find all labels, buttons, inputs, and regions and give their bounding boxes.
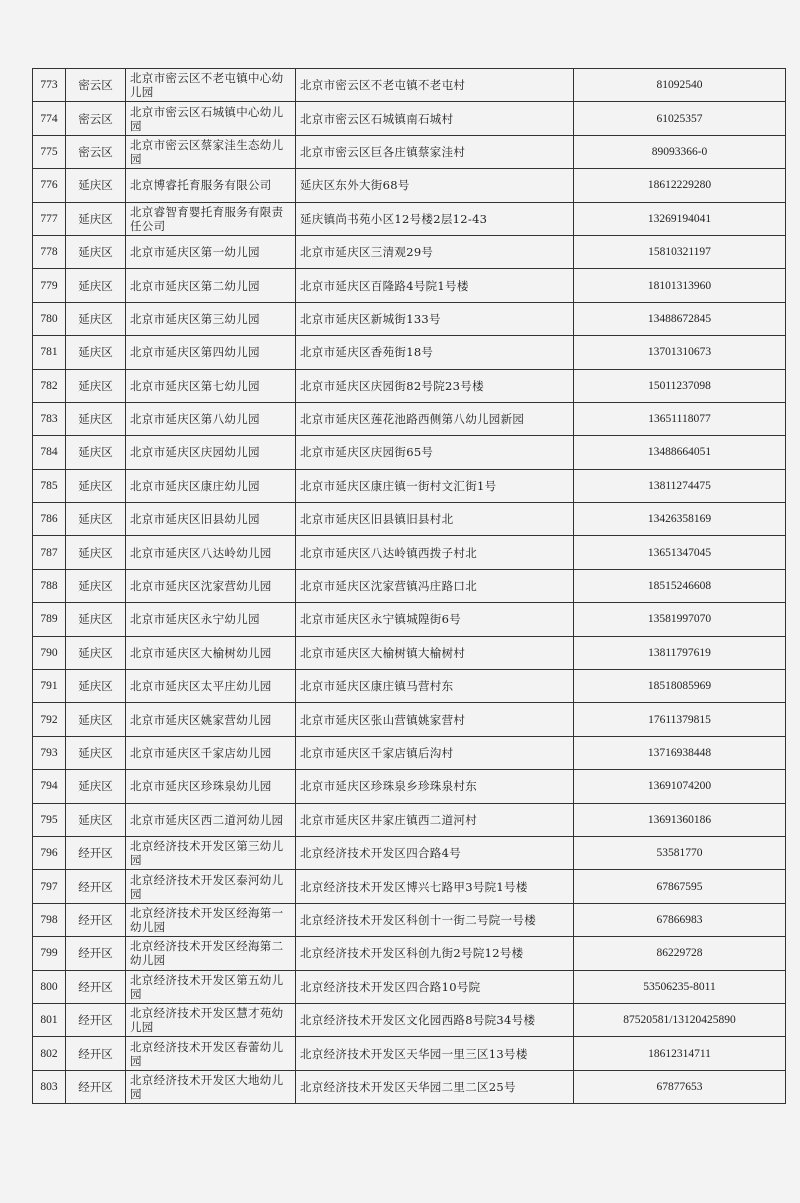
row-kindergarten-name <box>126 903 296 936</box>
row-address-text: 北京市延庆区康庄镇马营村东 <box>300 679 454 694</box>
row-phone: 13488672845 <box>574 302 786 335</box>
row-district: 延庆区 <box>66 703 126 736</box>
row-address-text: 北京市延庆区大榆树镇大榆树村 <box>300 645 466 660</box>
row-district: 经开区 <box>66 903 126 936</box>
row-kindergarten-name-text: 北京市延庆区珍珠泉幼儿园 <box>130 779 272 794</box>
row-district: 延庆区 <box>66 235 126 268</box>
row-address-text: 延庆镇尚书苑小区12号楼2层12-43 <box>300 211 488 226</box>
row-kindergarten-name <box>126 670 296 703</box>
row-kindergarten-name-text: 北京市延庆区西二道河幼儿园 <box>130 812 284 827</box>
row-phone: 61025357 <box>574 102 786 135</box>
row-phone: 15810321197 <box>574 235 786 268</box>
row-number: 774 <box>33 102 66 135</box>
row-address <box>296 836 574 869</box>
row-address <box>296 970 574 1003</box>
row-address <box>296 803 574 836</box>
row-phone: 18518085969 <box>574 670 786 703</box>
table-row <box>33 569 786 602</box>
row-kindergarten-name <box>126 569 296 602</box>
row-kindergarten-name-text: 北京市延庆区沈家营幼儿园 <box>130 579 272 594</box>
row-address-text: 北京市密云区不老屯镇不老屯村 <box>300 78 466 93</box>
table-body <box>33 69 786 1104</box>
row-address-text: 北京市延庆区新城街133号 <box>300 311 441 326</box>
table-row <box>33 302 786 335</box>
table-row <box>33 436 786 469</box>
row-district: 密云区 <box>66 69 126 102</box>
row-kindergarten-name <box>126 1070 296 1103</box>
row-phone: 13716938448 <box>574 736 786 769</box>
row-address <box>296 436 574 469</box>
row-kindergarten-name <box>126 369 296 402</box>
row-kindergarten-name <box>126 703 296 736</box>
row-address <box>296 1037 574 1070</box>
row-address-text: 北京市延庆区庆园街82号院23号楼 <box>300 378 484 393</box>
row-address-text: 北京经济技术开发区天华园二里二区25号 <box>300 1079 516 1094</box>
row-district: 经开区 <box>66 870 126 903</box>
row-address <box>296 636 574 669</box>
row-address <box>296 603 574 636</box>
row-address <box>296 135 574 168</box>
row-number: 802 <box>33 1037 66 1070</box>
row-district: 延庆区 <box>66 536 126 569</box>
row-district: 经开区 <box>66 1003 126 1036</box>
row-kindergarten-name <box>126 135 296 168</box>
row-kindergarten-name <box>126 836 296 869</box>
row-phone: 13269194041 <box>574 202 786 235</box>
row-number: 783 <box>33 402 66 435</box>
row-address-text: 北京市延庆区三清观29号 <box>300 245 434 260</box>
row-kindergarten-name <box>126 302 296 335</box>
row-number: 795 <box>33 803 66 836</box>
table-row <box>33 670 786 703</box>
row-number: 796 <box>33 836 66 869</box>
row-number: 782 <box>33 369 66 402</box>
table-row <box>33 770 786 803</box>
table-row <box>33 1070 786 1103</box>
row-address <box>296 937 574 970</box>
row-district: 延庆区 <box>66 302 126 335</box>
row-address <box>296 870 574 903</box>
row-number: 800 <box>33 970 66 1003</box>
table-row <box>33 69 786 102</box>
row-kindergarten-name-text: 北京市延庆区旧县幼儿园 <box>130 512 260 527</box>
row-number: 777 <box>33 202 66 235</box>
row-kindergarten-name-text: 北京市延庆区第二幼儿园 <box>130 278 260 293</box>
row-address-text: 北京市密云区巨各庄镇蔡家洼村 <box>300 144 466 159</box>
row-address <box>296 670 574 703</box>
row-number: 791 <box>33 670 66 703</box>
row-district: 延庆区 <box>66 569 126 602</box>
row-phone: 13811274475 <box>574 469 786 502</box>
table-row <box>33 870 786 903</box>
table-row <box>33 402 786 435</box>
table-row <box>33 235 786 268</box>
row-phone: 13488664051 <box>574 436 786 469</box>
row-phone: 18515246608 <box>574 569 786 602</box>
row-address-text: 北京市延庆区香苑街18号 <box>300 345 434 360</box>
row-address <box>296 336 574 369</box>
row-district: 延庆区 <box>66 202 126 235</box>
row-kindergarten-name <box>126 503 296 536</box>
row-phone: 17611379815 <box>574 703 786 736</box>
row-kindergarten-name <box>126 1003 296 1036</box>
row-address-text: 北京市延庆区百隆路4号院1号楼 <box>300 278 469 293</box>
row-number: 790 <box>33 636 66 669</box>
table-row <box>33 636 786 669</box>
row-district: 经开区 <box>66 1037 126 1070</box>
row-address-text: 北京经济技术开发区科创九街2号院12号楼 <box>300 946 524 961</box>
table-row <box>33 803 786 836</box>
row-district: 经开区 <box>66 836 126 869</box>
row-number: 780 <box>33 302 66 335</box>
row-kindergarten-name <box>126 336 296 369</box>
row-address-text: 北京市延庆区千家店镇后沟村 <box>300 746 454 760</box>
table-row <box>33 937 786 970</box>
row-phone: 18612314711 <box>574 1037 786 1070</box>
row-kindergarten-name-text: 北京市延庆区太平庄幼儿园 <box>130 679 272 694</box>
row-kindergarten-name <box>126 536 296 569</box>
row-district: 经开区 <box>66 1070 126 1103</box>
table-row <box>33 1037 786 1070</box>
table-row <box>33 970 786 1003</box>
row-kindergarten-name <box>126 69 296 102</box>
row-number: 799 <box>33 937 66 970</box>
row-phone: 13691074200 <box>574 770 786 803</box>
row-district: 延庆区 <box>66 636 126 669</box>
row-address-text: 北京经济技术开发区四合路4号 <box>300 846 462 861</box>
row-district: 延庆区 <box>66 736 126 769</box>
row-kindergarten-name <box>126 235 296 268</box>
row-address-text: 北京市延庆区庆园街65号 <box>300 445 434 460</box>
row-kindergarten-name <box>126 269 296 302</box>
row-kindergarten-name-text: 北京市密云区不老屯镇中心幼儿园 <box>130 71 284 100</box>
row-address-text: 北京经济技术开发区博兴七路甲3号院1号楼 <box>300 879 528 894</box>
row-number: 781 <box>33 336 66 369</box>
row-address-text: 北京市延庆区张山营镇姚家营村 <box>300 712 466 727</box>
row-kindergarten-name <box>126 202 296 235</box>
row-phone: 67867595 <box>574 870 786 903</box>
row-address-text: 北京市延庆区莲花池路西侧第八幼儿园新园 <box>300 412 525 427</box>
row-kindergarten-name <box>126 870 296 903</box>
row-address-text: 北京经济技术开发区四合路10号院 <box>300 979 481 994</box>
row-district: 延庆区 <box>66 436 126 469</box>
row-number: 789 <box>33 603 66 636</box>
row-phone: 67877653 <box>574 1070 786 1103</box>
row-kindergarten-name-text: 北京市延庆区第四幼儿园 <box>130 345 260 360</box>
table-row <box>33 736 786 769</box>
row-phone: 13691360186 <box>574 803 786 836</box>
row-district: 延庆区 <box>66 670 126 703</box>
row-phone: 86229728 <box>574 937 786 970</box>
row-address <box>296 369 574 402</box>
row-kindergarten-name-text: 北京市延庆区第七幼儿园 <box>130 378 260 393</box>
row-kindergarten-name <box>126 436 296 469</box>
row-phone: 13811797619 <box>574 636 786 669</box>
row-kindergarten-name-text: 北京经济技术开发区经海第二幼儿园 <box>130 939 284 968</box>
table-row <box>33 536 786 569</box>
row-address <box>296 235 574 268</box>
row-phone: 67866983 <box>574 903 786 936</box>
row-phone: 18612229280 <box>574 169 786 202</box>
row-kindergarten-name <box>126 402 296 435</box>
row-kindergarten-name-text: 北京经济技术开发区第五幼儿园 <box>130 972 284 1001</box>
row-phone: 13651118077 <box>574 402 786 435</box>
table-row <box>33 903 786 936</box>
row-kindergarten-name-text: 北京市延庆区庆园幼儿园 <box>130 445 260 460</box>
row-address <box>296 503 574 536</box>
row-kindergarten-name <box>126 1037 296 1070</box>
row-number: 776 <box>33 169 66 202</box>
row-kindergarten-name-text: 北京市延庆区姚家营幼儿园 <box>130 712 272 727</box>
row-address <box>296 536 574 569</box>
table-row <box>33 603 786 636</box>
table-row <box>33 102 786 135</box>
row-kindergarten-name-text: 北京经济技术开发区经海第一幼儿园 <box>130 905 284 934</box>
row-address <box>296 770 574 803</box>
row-kindergarten-name-text: 北京经济技术开发区春蕾幼儿园 <box>130 1039 284 1068</box>
row-number: 797 <box>33 870 66 903</box>
row-phone: 15011237098 <box>574 369 786 402</box>
row-kindergarten-name-text: 北京市延庆区永宁幼儿园 <box>130 612 260 627</box>
table-row <box>33 503 786 536</box>
row-kindergarten-name-text: 北京市延庆区八达岭幼儿园 <box>130 545 272 560</box>
table-row <box>33 1003 786 1036</box>
row-kindergarten-name-text: 北京市延庆区千家店幼儿园 <box>130 746 272 760</box>
row-district: 密云区 <box>66 135 126 168</box>
row-address-text: 北京市延庆区八达岭镇西拨子村北 <box>300 545 477 560</box>
row-phone: 87520581/13120425890 <box>574 1003 786 1036</box>
row-district: 经开区 <box>66 970 126 1003</box>
row-district: 延庆区 <box>66 336 126 369</box>
row-district: 延庆区 <box>66 369 126 402</box>
row-kindergarten-name-text: 北京市密云区石城镇中心幼儿园 <box>130 104 284 133</box>
row-address-text: 北京市延庆区沈家营镇冯庄路口北 <box>300 579 477 594</box>
row-kindergarten-name-text: 北京市延庆区第八幼儿园 <box>130 412 260 427</box>
row-number: 803 <box>33 1070 66 1103</box>
row-kindergarten-name <box>126 102 296 135</box>
row-address <box>296 402 574 435</box>
row-number: 794 <box>33 770 66 803</box>
row-number: 788 <box>33 569 66 602</box>
row-address <box>296 703 574 736</box>
row-address-text: 北京市延庆区井家庄镇西二道河村 <box>300 812 477 827</box>
row-address <box>296 903 574 936</box>
table-row <box>33 135 786 168</box>
row-kindergarten-name-text: 北京经济技术开发区泰河幼儿园 <box>130 872 284 901</box>
row-address-text: 北京市延庆区旧县镇旧县村北 <box>300 512 454 527</box>
row-number: 792 <box>33 703 66 736</box>
row-phone: 13581997070 <box>574 603 786 636</box>
row-address <box>296 169 574 202</box>
row-district: 延庆区 <box>66 469 126 502</box>
row-address-text: 北京市延庆区康庄镇一街村文汇街1号 <box>300 478 497 493</box>
row-district: 经开区 <box>66 937 126 970</box>
row-number: 798 <box>33 903 66 936</box>
row-address-text: 北京市延庆区永宁镇城隍街6号 <box>300 612 462 627</box>
row-district: 延庆区 <box>66 803 126 836</box>
row-address-text: 北京经济技术开发区文化园西路8号院34号楼 <box>300 1013 536 1028</box>
row-address <box>296 269 574 302</box>
row-kindergarten-name <box>126 636 296 669</box>
row-district: 延庆区 <box>66 503 126 536</box>
row-phone: 53581770 <box>574 836 786 869</box>
row-kindergarten-name <box>126 937 296 970</box>
row-number: 779 <box>33 269 66 302</box>
row-district: 延庆区 <box>66 603 126 636</box>
table-row <box>33 202 786 235</box>
row-kindergarten-name-text: 北京经济技术开发区大地幼儿园 <box>130 1072 284 1101</box>
row-kindergarten-name-text: 北京市延庆区康庄幼儿园 <box>130 478 260 493</box>
row-number: 801 <box>33 1003 66 1036</box>
row-address <box>296 569 574 602</box>
row-address <box>296 69 574 102</box>
row-number: 785 <box>33 469 66 502</box>
row-address <box>296 469 574 502</box>
row-kindergarten-name-text: 北京经济技术开发区第三幼儿园 <box>130 839 284 868</box>
table-row <box>33 703 786 736</box>
row-address-text: 北京市延庆区珍珠泉乡珍珠泉村东 <box>300 779 477 794</box>
row-kindergarten-name <box>126 469 296 502</box>
row-address <box>296 1070 574 1103</box>
row-address-text: 北京经济技术开发区天华园一里三区13号楼 <box>300 1046 528 1061</box>
row-phone: 13651347045 <box>574 536 786 569</box>
row-kindergarten-name-text: 北京市延庆区大榆树幼儿园 <box>130 645 272 660</box>
row-address <box>296 736 574 769</box>
row-phone: 89093366-0 <box>574 135 786 168</box>
row-phone: 53506235-8011 <box>574 970 786 1003</box>
row-address <box>296 102 574 135</box>
row-district: 延庆区 <box>66 402 126 435</box>
row-number: 787 <box>33 536 66 569</box>
row-address-text: 延庆区东外大街68号 <box>300 178 410 193</box>
row-kindergarten-name <box>126 736 296 769</box>
row-district: 延庆区 <box>66 169 126 202</box>
row-address <box>296 1003 574 1036</box>
kindergarten-table <box>32 68 786 1104</box>
row-kindergarten-name-text: 北京市延庆区第三幼儿园 <box>130 311 260 326</box>
row-district: 延庆区 <box>66 770 126 803</box>
row-number: 773 <box>33 69 66 102</box>
row-number: 778 <box>33 235 66 268</box>
row-address <box>296 202 574 235</box>
row-kindergarten-name-text: 北京睿智育婴托育服务有限责任公司 <box>130 204 284 233</box>
row-kindergarten-name-text: 北京市延庆区第一幼儿园 <box>130 245 260 260</box>
row-kindergarten-name-text: 北京博睿托育服务有限公司 <box>130 178 272 193</box>
row-number: 786 <box>33 503 66 536</box>
table-row <box>33 269 786 302</box>
row-address <box>296 302 574 335</box>
row-phone: 81092540 <box>574 69 786 102</box>
row-kindergarten-name <box>126 770 296 803</box>
table-row <box>33 469 786 502</box>
row-address-text: 北京市密云区石城镇南石城村 <box>300 111 454 126</box>
row-kindergarten-name <box>126 803 296 836</box>
row-phone: 13426358169 <box>574 503 786 536</box>
row-phone: 18101313960 <box>574 269 786 302</box>
table-row <box>33 836 786 869</box>
table-row <box>33 336 786 369</box>
row-district: 密云区 <box>66 102 126 135</box>
row-number: 784 <box>33 436 66 469</box>
row-phone: 13701310673 <box>574 336 786 369</box>
row-kindergarten-name <box>126 603 296 636</box>
row-number: 793 <box>33 736 66 769</box>
row-kindergarten-name <box>126 970 296 1003</box>
row-address-text: 北京经济技术开发区科创十一街二号院一号楼 <box>300 912 536 927</box>
row-number: 775 <box>33 135 66 168</box>
row-kindergarten-name-text: 北京经济技术开发区慧才苑幼儿园 <box>130 1006 284 1035</box>
table-row <box>33 169 786 202</box>
row-kindergarten-name <box>126 169 296 202</box>
row-kindergarten-name-text: 北京市密云区蔡家洼生态幼儿园 <box>130 137 284 166</box>
table-row <box>33 369 786 402</box>
row-district: 延庆区 <box>66 269 126 302</box>
